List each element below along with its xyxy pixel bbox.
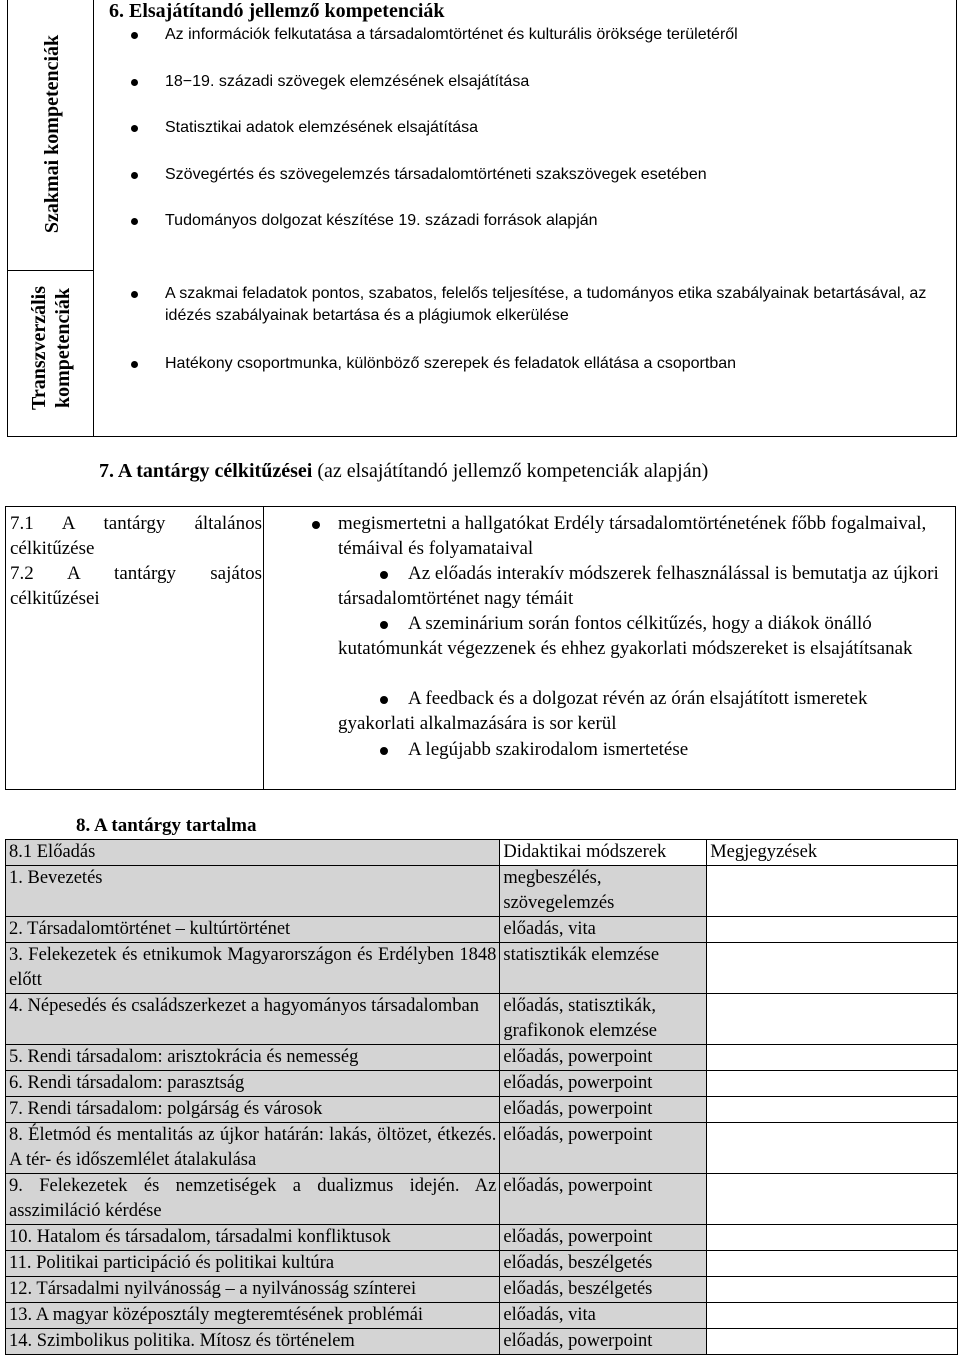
table-row: 14. Szimbolikus politika. Mítosz és történelem előadás, powerpoint — [6, 1329, 958, 1355]
transzverzalis-label-line2: kompetenciák — [52, 288, 74, 408]
specific-goal-item: A legújabb szakirodalom ismertetése — [408, 739, 689, 760]
content-table — [5, 839, 958, 1355]
table-row: 12. Társadalmi nyilvánosság – a nyilvánosság színterei előadás, beszélgetés — [6, 1277, 958, 1303]
list-item: Szövegértés és szövegelemzés társadalomtörténeti szakszövegek esetében — [165, 164, 936, 186]
transzverzalis-kompetenciak-label — [27, 243, 75, 453]
table-row: 13. A magyar középosztály megteremtésének problémái előadás, vita — [6, 1303, 958, 1329]
column-header-notes: Megjegyzések — [707, 840, 958, 866]
table-row: 6. Rendi társadalom: parasztság előadás, powerpoint — [6, 1071, 958, 1097]
table-row: 11. Politikai participáció és politikai kultúra előadás, beszélgetés — [6, 1251, 958, 1277]
bullet-icon — [131, 79, 138, 86]
bullet-icon — [131, 125, 138, 132]
list-item: Statisztikai adatok elemzésének elsajátítása — [165, 117, 936, 139]
bullet-icon — [131, 172, 138, 179]
table-row: 1. Bevezetés megbeszélés, szövegelemzés — [6, 866, 958, 917]
list-item: Az információk felkutatása a társadalomtörténet és kulturális öröksége területéről — [165, 24, 936, 46]
column-header-eloadas: 8.1 Előadás — [6, 840, 500, 866]
general-goal-item: megismertetni a hallgatókat Erdély társadalomtörténetének főbb fogalmaival, témáival és folyamataival — [338, 513, 927, 559]
section-7-title: 7. A tantárgy célkitűzései (az elsajátítandó jellemző kompetenciák alapján) — [99, 460, 709, 482]
table-row: 5. Rendi társadalom: arisztokrácia és nemesség előadás, powerpoint — [6, 1045, 958, 1071]
section-8-title: 8. A tantárgy tartalma — [76, 815, 257, 836]
goals-content — [265, 507, 955, 789]
table-header-row — [6, 840, 958, 866]
bullet-icon — [131, 218, 138, 225]
goals-label-column — [6, 507, 264, 789]
table-row: 10. Hatalom és társadalom, társadalmi konfliktusok előadás, powerpoint — [6, 1225, 958, 1251]
table-row: 3. Felekezetek és etnikumok Magyarországon és Erdélyben 1848 előtt statisztikák elemzése — [6, 943, 958, 994]
szakmai-kompetenciak-label: Szakmai kompetenciák — [41, 34, 63, 234]
specific-goal-item: A feedback és a dolgozat révén az órán elsajátított ismeretek gyakorlati alkalmazására is sor kerül — [338, 688, 868, 734]
bullet-icon — [131, 291, 138, 298]
table-row: 8. Életmód és mentalitás az újkor határán: lakás, öltözet, étkezés. A tér- és időszemlélet átalakulása előadás, powerpoint — [6, 1123, 958, 1174]
specific-goal-item: A szeminárium során fontos célkitűzés, hogy a diákok önálló kutatómunkát végezzenek és ehhez gyakorlati módszereket is elsajátítsanak — [338, 613, 913, 659]
table-row: 7. Rendi társadalom: polgárság és városok előadás, powerpoint — [6, 1097, 958, 1123]
competencies-table — [7, 0, 957, 437]
list-item: Tudományos dolgozat készítése 19. századi források alapján — [165, 210, 936, 232]
transzverzalis-label-line1: Transzverzális — [28, 285, 50, 411]
competencies-label-column — [8, 0, 94, 436]
table-row: 2. Társadalomtörténet – kultúrtörténet előadás, vita — [6, 917, 958, 943]
table-row: 9. Felekezetek és nemzetiségek a dualizmus idején. Az asszimiláció kérdése előadás, powerpoint — [6, 1174, 958, 1225]
general-goal-label: 7.1 A tantárgy általános célkitűzése — [10, 513, 262, 559]
section-6-title: 6. Elsajátítandó jellemző kompetenciák — [109, 0, 445, 22]
list-item: 18−19. századi szövegek elemzésének elsajátítása — [165, 71, 936, 93]
bullet-icon — [131, 361, 138, 368]
specific-goal-label: 7.2 A tantárgy sajátos célkitűzései — [10, 563, 262, 609]
bullet-icon — [312, 521, 320, 529]
goals-table — [5, 506, 956, 790]
specific-goal-item: Az előadás interakív módszerek felhasználással is bemutatja az újkori társadalomtörténet nagy témáit — [338, 563, 939, 609]
bullet-icon — [131, 32, 138, 39]
competencies-content — [95, 0, 956, 436]
column-header-methods: Didaktikai módszerek — [500, 840, 707, 866]
table-row: 4. Népesedés és családszerkezet a hagyományos társadalomban előadás, statisztikák, grafikonok elemzése — [6, 994, 958, 1045]
list-item: A szakmai feladatok pontos, szabatos, felelős teljesítése, a tudományos etika szabályainak betartásával, az idézés szabályainak betartása és a plágiumok elkerülése — [165, 283, 936, 327]
list-item: Hatékony csoportmunka, különböző szerepek és feladatok ellátása a csoportban — [165, 353, 936, 375]
